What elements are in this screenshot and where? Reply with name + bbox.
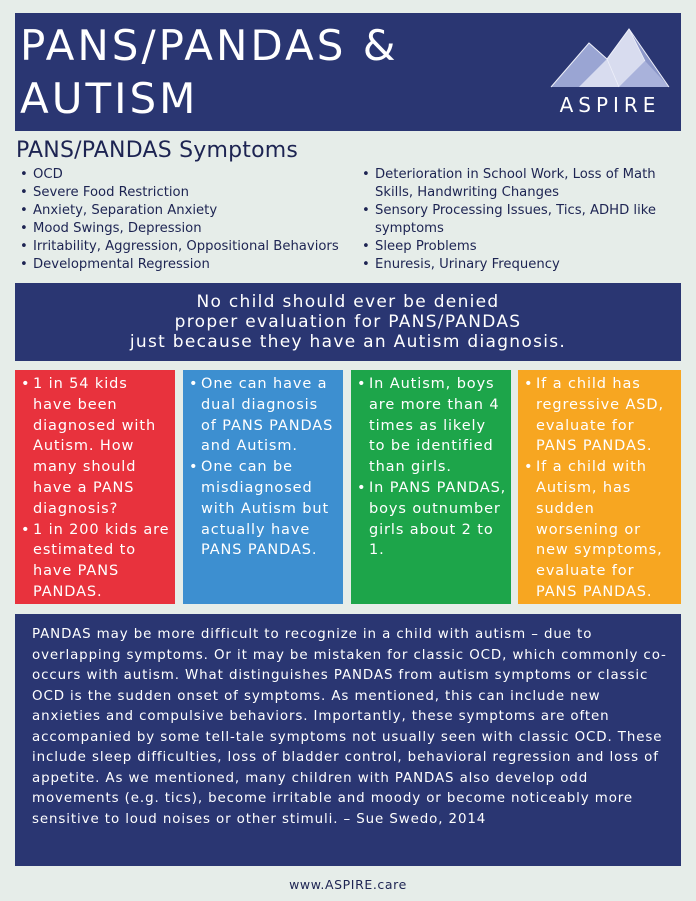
footer-url[interactable]: www.ASPIRE.care [289, 877, 407, 892]
logo-text: ASPIRE [559, 93, 661, 117]
fact-box-orange [518, 370, 681, 604]
banner-line-3: just because they have an Autism diagnosis. [129, 332, 567, 352]
symptoms-list-left [20, 166, 360, 274]
header-banner [15, 13, 681, 131]
banner-line-2: proper evaluation for PANS/PANDAS [174, 312, 522, 332]
list-item: • In Autism, boys are more than 4 times as likely to be identified than girls. [355, 374, 507, 478]
list-item: • Anxiety, Separation Anxiety [20, 202, 360, 220]
swedo-quote: PANDAS may be more difficult to recognize in a child with autism – due to overlapping symptoms. Or it may be mistaken for classic OCD, which commonly co-occurs with autism. What distinguishes PANDAS from autism symptoms or classic OCD is the sudden onset of symptoms. As mentioned, this can include new anxieties and compulsive behaviors. Importantly, these symptoms are often accompanied by some tell-tale symptoms not usually seen with classic OCD. These include sleep difficulties, loss of bladder control, behavioral regression and loss of appetite. As we mentioned, many children with PANDAS also develop odd movements (e.g. tics), become irritable and moody or become noticeably more sensitive to loud noises or other stimuli. – Sue Swedo, 2014 [15, 614, 681, 866]
list-item: • 1 in 54 kids have been diagnosed with Autism. How many should have a PANS diagnosis? [19, 374, 171, 520]
title-line-2: AUTISM [20, 74, 199, 123]
list-item: • If a child with Autism, has sudden worsening or new symptoms, evaluate for PANS PANDAS. [522, 457, 677, 603]
symptoms-title: PANS/PANDAS Symptoms [16, 138, 299, 163]
list-item: • Mood Swings, Depression [20, 220, 360, 238]
banner-line-1: No child should ever be denied [196, 292, 500, 312]
list-item: • 1 in 200 kids are estimated to have PANS PANDAS. [19, 520, 171, 603]
list-item: • One can be misdiagnosed with Autism but actually have PANS PANDAS. [187, 457, 339, 561]
list-item: • Enuresis, Urinary Frequency [362, 256, 682, 274]
evaluation-banner [15, 283, 681, 361]
list-item: • Severe Food Restriction [20, 184, 360, 202]
page-title [20, 19, 520, 125]
fact-box-green [351, 370, 511, 604]
title-line-1: PANS/PANDAS & [20, 21, 399, 70]
list-item: • Sleep Problems [362, 238, 682, 256]
mountain-icon [549, 21, 671, 91]
list-item: • In PANS PANDAS, boys outnumber girls about 2 to 1. [355, 478, 507, 561]
list-item: • One can have a dual diagnosis of PANS PANDAS and Autism. [187, 374, 339, 457]
list-item: • Sensory Processing Issues, Tics, ADHD like symptoms [362, 202, 682, 238]
symptoms-list-right [362, 166, 682, 274]
list-item: • Irritability, Aggression, Oppositional Behaviors [20, 238, 360, 256]
fact-box-red [15, 370, 175, 604]
list-item: • OCD [20, 166, 360, 184]
fact-box-blue [183, 370, 343, 604]
aspire-logo [545, 21, 675, 126]
list-item: • Deterioration in School Work, Loss of Math Skills, Handwriting Changes [362, 166, 682, 202]
list-item: • Developmental Regression [20, 256, 360, 274]
list-item: • If a child has regressive ASD, evaluate for PANS PANDAS. [522, 374, 677, 457]
